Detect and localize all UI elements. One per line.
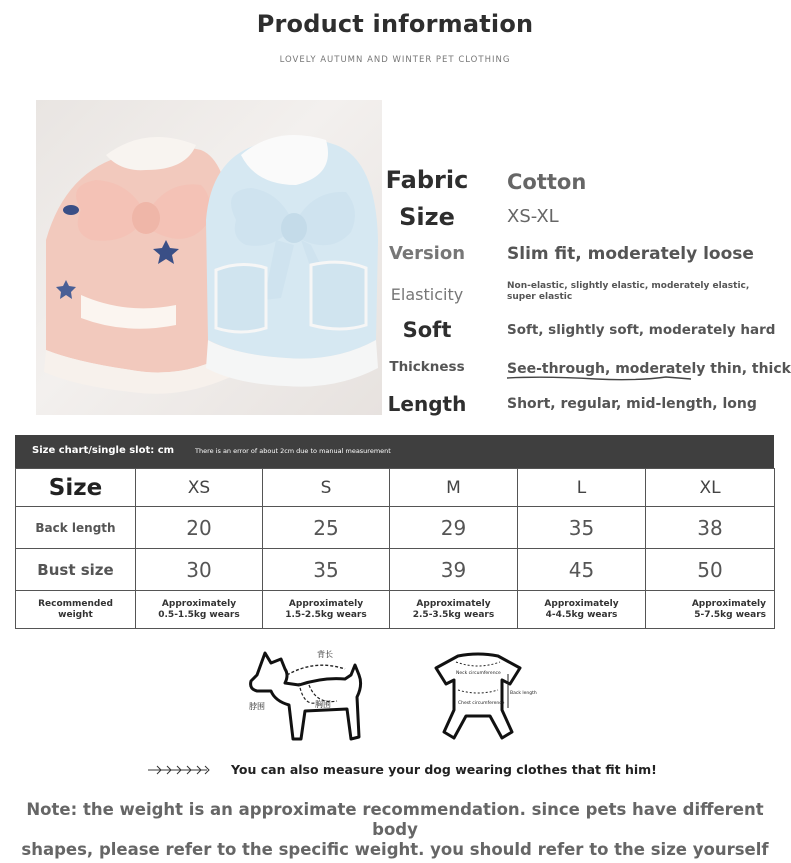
table-header-cell: L bbox=[518, 469, 646, 507]
table-row bbox=[16, 469, 775, 507]
weight-line1: Approximately bbox=[288, 598, 364, 609]
table-row bbox=[16, 591, 775, 629]
table-row bbox=[16, 507, 775, 549]
spec-label-size: Size bbox=[399, 203, 455, 231]
size-chart-title: Size chart/single slot: cm bbox=[32, 445, 175, 456]
size-chart-table bbox=[15, 468, 775, 629]
dog-label-neck: 脖围 bbox=[249, 702, 265, 711]
arrows-icon bbox=[147, 764, 211, 776]
table-cell bbox=[390, 591, 518, 629]
spec-value-thickness: See-through, moderately thin, thick bbox=[507, 361, 791, 377]
weight-note bbox=[18, 800, 772, 860]
dog-measurement-diagram bbox=[245, 645, 375, 745]
weight-line2: 1.5-2.5kg wears bbox=[285, 609, 367, 620]
table-row-label-line1: Recommended bbox=[38, 598, 113, 609]
spec-value-size: XS-XL bbox=[507, 206, 559, 227]
table-cell: 38 bbox=[646, 507, 775, 549]
table-header-cell: S bbox=[263, 469, 390, 507]
dog-label-chest: 胸围 bbox=[315, 700, 331, 709]
spec-value-fabric: Cotton bbox=[507, 170, 587, 194]
weight-line2: 0.5-1.5kg wears bbox=[158, 609, 240, 620]
product-photo bbox=[36, 100, 382, 415]
spec-label-version: Version bbox=[388, 243, 466, 264]
spec-value-elasticity-line1: Non-elastic, slightly elastic, moderately elastic, bbox=[507, 281, 750, 291]
page-subtitle: LOVELY AUTUMN AND WINTER PET CLOTHING bbox=[279, 55, 511, 65]
table-cell bbox=[646, 591, 775, 629]
table-cell: 35 bbox=[263, 549, 390, 591]
weight-note-line1: Note: the weight is an approximate recommendation. since pets have different body bbox=[26, 800, 764, 839]
spec-value-version: Slim fit, moderately loose bbox=[507, 244, 754, 264]
weight-line2: 4-4.5kg wears bbox=[545, 609, 618, 620]
table-row-label: Back length bbox=[16, 507, 136, 549]
weight-line1: Approximately bbox=[161, 598, 237, 609]
size-chart-header bbox=[15, 435, 774, 468]
weight-note-line2: shapes, please refer to the specific weight. you should refer to the size yourself bbox=[21, 840, 769, 859]
thickness-underline bbox=[506, 374, 706, 382]
cloth-label-chest: Chest circumference bbox=[458, 701, 505, 706]
table-header-cell: M bbox=[390, 469, 518, 507]
table-row-label bbox=[16, 591, 136, 629]
spec-label-soft: Soft bbox=[402, 318, 452, 342]
table-header-cell: XS bbox=[136, 469, 263, 507]
weight-line1: Approximately bbox=[416, 598, 491, 609]
table-header-cell: XL bbox=[646, 469, 775, 507]
spec-label-fabric: Fabric bbox=[385, 166, 469, 194]
table-row-label: Bust size bbox=[16, 549, 136, 591]
table-cell: 20 bbox=[136, 507, 263, 549]
spec-label-elasticity: Elasticity bbox=[390, 285, 464, 304]
table-cell bbox=[263, 591, 390, 629]
cloth-label-back: Back length bbox=[510, 691, 537, 696]
weight-line1: Approximately bbox=[691, 598, 766, 609]
table-cell: 30 bbox=[136, 549, 263, 591]
table-row bbox=[16, 549, 775, 591]
spec-label-length: Length bbox=[387, 392, 467, 416]
spec-value-length: Short, regular, mid-length, long bbox=[507, 396, 757, 412]
measure-tip: You can also measure your dog wearing clothes that fit him! bbox=[231, 762, 657, 777]
table-cell: 45 bbox=[518, 549, 646, 591]
spec-label-thickness: Thickness bbox=[389, 359, 465, 375]
table-row-label-line2: weight bbox=[58, 609, 93, 620]
size-chart-note: There is an error of about 2cm due to manual measurement bbox=[195, 447, 391, 455]
weight-line2: 2.5-3.5kg wears bbox=[412, 609, 495, 620]
spec-value-soft: Soft, slightly soft, moderately hard bbox=[507, 322, 776, 338]
table-cell: 25 bbox=[263, 507, 390, 549]
spec-value-elasticity-line2: super elastic bbox=[507, 292, 573, 302]
clothing-measurement-diagram bbox=[428, 650, 537, 745]
cloth-label-neck: Neck circumference bbox=[456, 671, 501, 676]
weight-line1: Approximately bbox=[544, 598, 619, 609]
table-cell bbox=[136, 591, 263, 629]
weight-line2: 5-7.5kg wears bbox=[694, 609, 766, 620]
table-cell bbox=[518, 591, 646, 629]
product-photo-illustration bbox=[36, 100, 382, 415]
page-title: Product information bbox=[256, 10, 534, 38]
table-cell: 29 bbox=[390, 507, 518, 549]
table-cell: 50 bbox=[646, 549, 775, 591]
dog-label-back: 背长 bbox=[317, 650, 333, 659]
spec-value-elasticity bbox=[507, 281, 749, 303]
table-header-cell: Size bbox=[16, 469, 136, 507]
table-cell: 35 bbox=[518, 507, 646, 549]
table-cell: 39 bbox=[390, 549, 518, 591]
